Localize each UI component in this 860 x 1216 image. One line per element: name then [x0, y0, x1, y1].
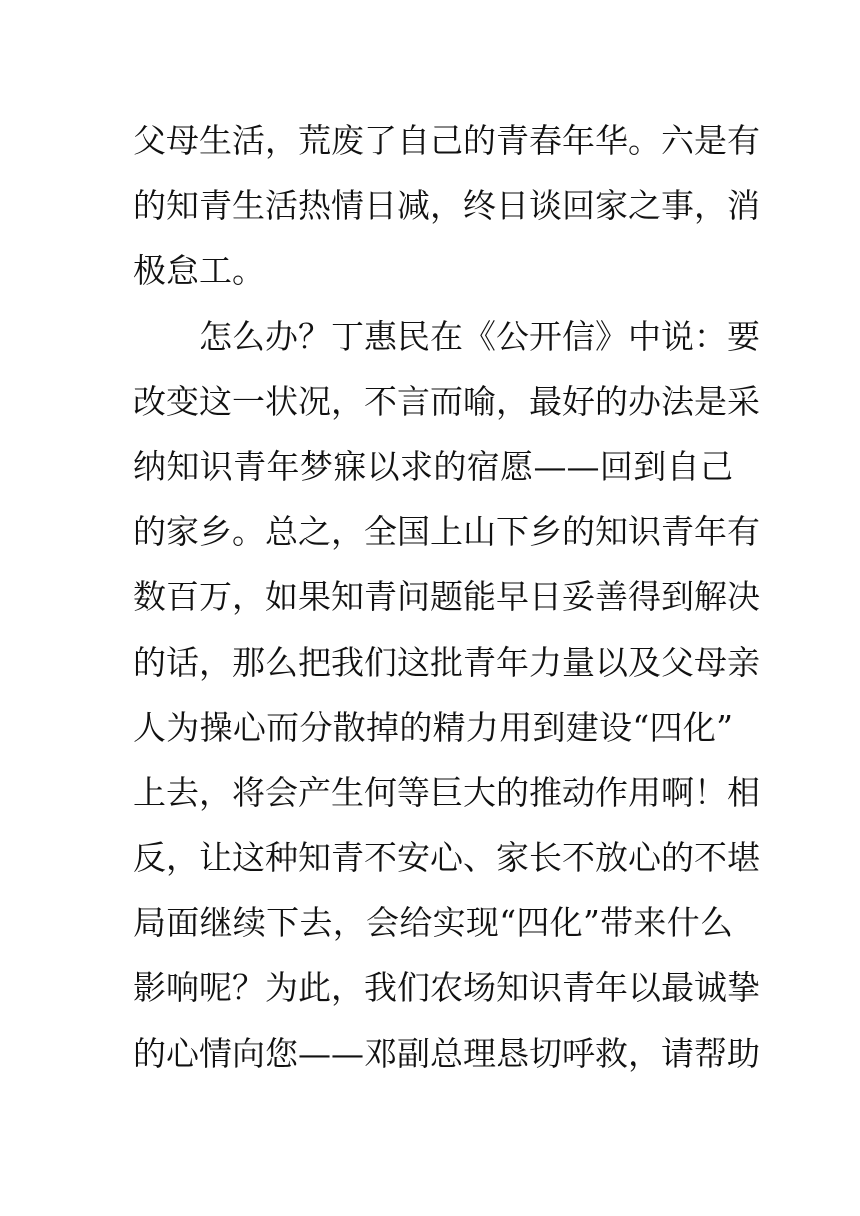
paragraph-start-line: 怎么办？丁惠民在《公开信》中说：要: [199, 316, 760, 356]
text-line: 父母生活，荒废了自己的青春年华。六是有: [133, 121, 760, 160]
text-line: 极怠工。: [133, 251, 265, 291]
text-line: 反，让这种知青不安心、家长不放心的不堪: [133, 838, 760, 878]
document-body: [133, 108, 760, 1086]
text-line: 数百万，如果知青问题能早日妥善得到解决: [133, 577, 760, 617]
text-line: 局面继续下去，会给实现“四化”带来什么: [133, 903, 733, 943]
text-line: 的家乡。总之，全国上山下乡的知识青年有: [133, 512, 760, 552]
text-line: 人为操心而分散掉的精力用到建设“四化”: [133, 707, 733, 747]
text-line: 改变这一状况，不言而喻，最好的办法是采: [133, 381, 760, 421]
text-line: 的心情向您——邓副总理恳切呼救，请帮助: [133, 1033, 760, 1073]
text-line: 的知青生活热情日减，终日谈回家之事，消: [133, 186, 760, 226]
text-line: 纳知识青年梦寐以求的宿愿——回到自己: [133, 446, 733, 486]
text-line: 上去，将会产生何等巨大的推动作用啊！相: [133, 772, 760, 812]
text-line: 的话，那么把我们这批青年力量以及父母亲: [133, 642, 760, 682]
text-line: 影响呢？为此，我们农场知识青年以最诚挚: [133, 968, 760, 1008]
